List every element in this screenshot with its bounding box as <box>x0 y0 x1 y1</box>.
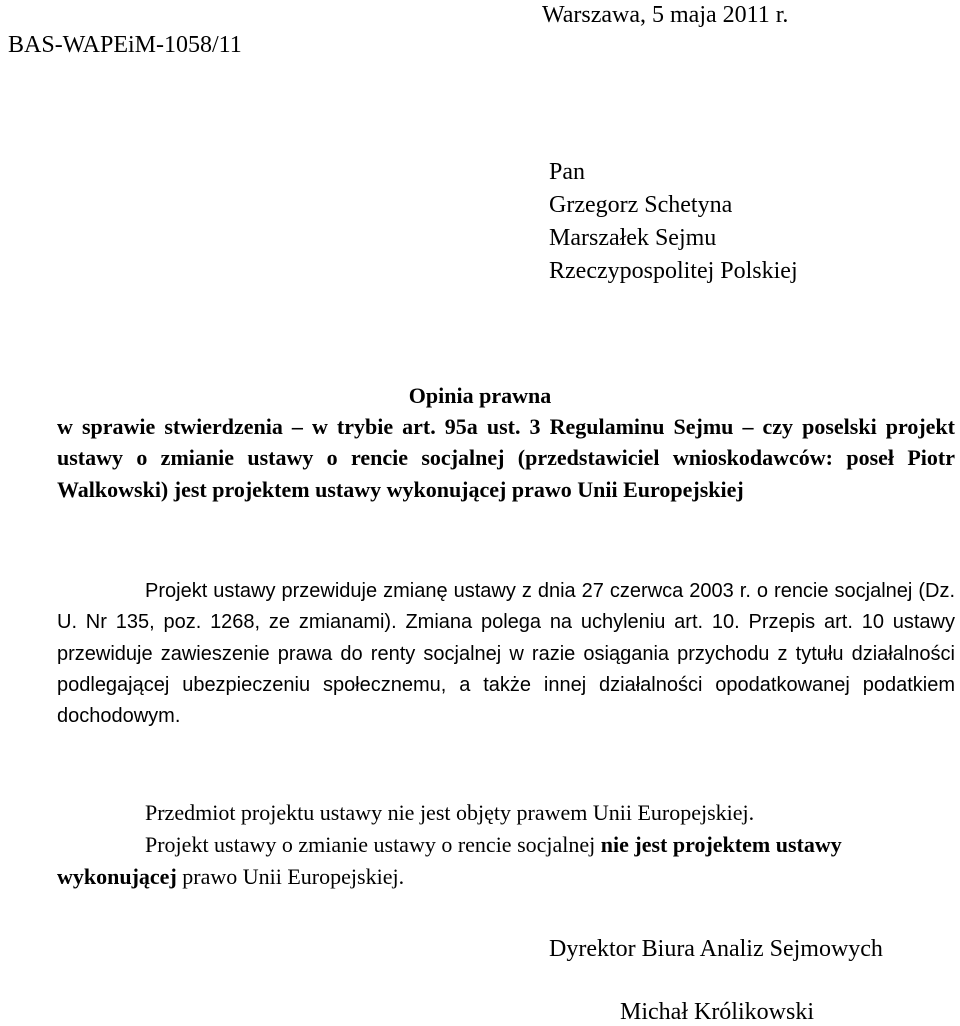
signatory-position: Dyrektor Biura Analiz Sejmowych <box>549 936 883 962</box>
body-paragraph: Projekt ustawy przewiduje zmianę ustawy z dnia 27 czerwca 2003 r. o rencie socjalnej (Dz. U. Nr 135, poz. 1268, ze zmianami). Zmiana polega na uchyleniu art. 10. Przepis art. 10 ustawy przewiduje zawieszenie prawa do renty socjalnej w razie osiągania przychodu z tytułu działalności podlegającej ubezpieczeniu społecznemu, a także innej działalności opodatkowanej podatkiem dochodowym. <box>57 580 955 728</box>
conclusion-text-start: Projekt ustawy o zmianie ustawy o rencie socjalnej <box>145 832 601 857</box>
addressee-name: Grzegorz Schetyna <box>549 192 733 218</box>
addressee-office: Marszałek Sejmu <box>549 225 717 251</box>
signatory-name: Michał Królikowski <box>620 999 814 1025</box>
addressee-country: Rzeczypospolitej Polskiej <box>549 258 798 284</box>
reference-number: BAS-WAPEiM-1058/11 <box>8 32 242 58</box>
document-date: Warszawa, 5 maja 2011 r. <box>542 2 789 28</box>
conclusion-paragraph-final <box>57 829 955 893</box>
addressee-salutation: Pan <box>549 159 585 185</box>
opinion-body <box>57 576 955 732</box>
document-subject: w sprawie stwierdzenia – w trybie art. 95a ust. 3 Regulaminu Sejmu – czy poselski projekt ustawy o zmianie ustawy o rencie socjalnej (przedstawiciel wnioskodawców: poseł Piotr Walkowski) jest projektem ustawy wykonującej prawo Unii Europejskiej <box>57 414 955 502</box>
conclusion-text-bold: nie jest projektem ustawy wykonującej <box>57 832 842 889</box>
document-title: Opinia prawna <box>408 383 552 408</box>
opinion-conclusion <box>57 797 955 893</box>
conclusion-paragraph-eu-scope: Przedmiot projektu ustawy nie jest objęty prawem Unii Europejskiej. <box>145 800 755 825</box>
addressee-block <box>549 156 798 288</box>
conclusion-text-end: prawo Unii Europejskiej. <box>176 864 405 889</box>
